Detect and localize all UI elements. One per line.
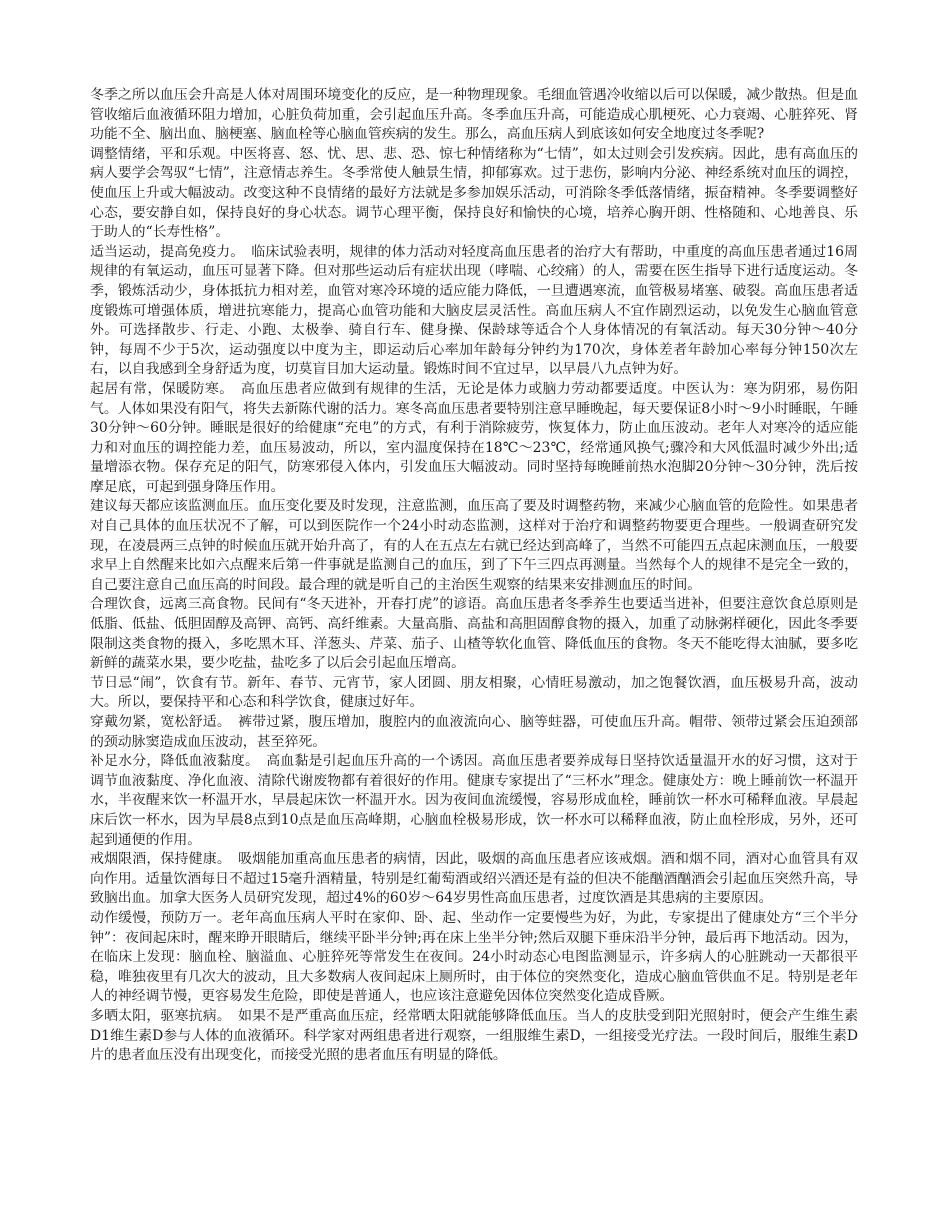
paragraph-movement: 动作缓慢，预防万一。老年高血压病人平时在家仰、卧、起、坐动作一定要慢些为好，为此，专家提出了健康处方“三个半分钟”：夜间起床时，醒来睁开眼睛后，继续平卧半分钟;再在床上坐半分钟;然后双腿下垂床沿半分钟，最后再下地活动。因为，在临床上发现：脑血栓、脑溢血、心脏猝死等常发生在夜间。24小时动态心电图监测显示，许多病人的心脏跳动一天都很平稳，唯独夜里有几次大的波动，且大多数病人夜间起床上厕所时，由于体位的突然变化，造成心脑血管供血不足。特别是老年人的神经调节慢，更容易发生危险，即使是普通人，也应该注意避免因体位突然变化造成昏厥。 <box>90 909 858 1005</box>
paragraph-clothing: 穿戴勿紧，宽松舒适。 裤带过紧，腹压增加，腹腔内的血液流向心、脑等蛀器，可使血压升高。帽带、领带过紧会压迫颈部的颈动脉窦造成血压波动，甚至猝死。 <box>90 714 858 750</box>
paragraph-routine: 起居有常，保暖防寒。 高血压患者应做到有规律的生活，无论是体力或脑力劳动都要适度。中医认为：寒为阴邪，易伤阳气。人体如果没有阳气，将失去新陈代谢的活力。寒冬高血压患者要特别注意早睡晚起，每天要保证8小时～9小时睡眠，午睡30分钟～60分钟。睡眠是很好的给健康“充电”的方式，有利于消除疲劳，恢复体力，防止血压波动。老年人对寒冷的适应能力和对血压的调控能力差，血压易波动，所以，室内温度保持在18℃～23℃，经常通风换气;骤冷和大风低温时减少外出;适量增添衣物。保存充足的阳气，防寒邪侵入体内，引发血压大幅波动。同时坚持每晚睡前热水泡脚20分钟～30分钟，洗后按摩足底，可起到强身降压作用。 <box>90 380 858 495</box>
paragraph-exercise: 适当运动，提高免疫力。 临床试验表明，规律的体力活动对轻度高血压患者的治疗大有帮助，中重度的高血压患者通过16周规律的有氧运动，血压可显著下降。但对那些运动后有症状出现（哮喘、心绞痛）的人，需要在医生指导下进行适度运动。冬季，锻炼活动少，身体抵抗力相对差，血管对寒冷环境的适应能力降低，一旦遭遇寒流，血管极易堵塞、破裂。高血压患者适度锻炼可增强体质，增进抗寒能力，提高心血管功能和大脑皮层灵活性。高血压病人不宜作剧烈运动，以免发生心脑血管意外。可选择散步、行走、小跑、太极拳、骑自行车、健身操、保龄球等适合个人身体情况的有氧活动。每天30分钟～40分钟，每周不少于5次，运动强度以中度为主，即运动后心率加年龄每分钟约为170次，身体差者年龄加心率每分钟150次左右，以自我感到全身舒适为度，切莫盲目加大运动量。锻炼时间不宜过早，以早晨八九点钟为好。 <box>90 243 858 378</box>
paragraph-holiday: 节日忌“闹”，饮食有节。新年、春节、元宵节，家人团圆、朋友相聚，心情旺易激动，加之饱餐饮酒，血压极易升高，波动大。所以，要保持平和心态和科学饮食，健康过好年。 <box>90 674 858 711</box>
paragraph-intro: 冬季之所以血压会升高是人体对周围环境变化的反应，是一种物理现象。毛细血管遇冷收缩以后可以保暖，减少散热。但是血管收缩后血液循环阻力增加，心脏负荷加重，会引起血压升高。冬季血压升高，可能造成心肌梗死、心力衰竭、心脏猝死、肾功能不全、脑出血、脑梗塞、脑血栓等心脑血管疾病的发生。那么，高血压病人到底该如何安全地度过冬季呢? <box>90 87 858 143</box>
paragraph-sunlight: 多晒太阳，驱寒抗病。 如果不是严重高血压症，经常晒太阳就能够降低血压。当人的皮肤受到阳光照射时，便会产生维生素D1维生素D参与人体的血液循环。科学家对两组患者进行观察，一组服维生素D，一组接受光疗法。一段时间后，服维生素D片的患者血压没有出现变化，而接受光照的患者血压有明显的降低。 <box>90 1007 858 1064</box>
paragraph-monitoring: 建议每天都应该监测血压。血压变化要及时发现，注意监测，血压高了要及时调整药物，来减少心脑血管的危险性。如果患者对自己具体的血压状况不了解，可以到医院作一个24小时动态监测，这样对于治疗和调整药物要更合理些。一般调查研究发现，在凌晨两三点钟的时候血压就开始升高了，有的人在五点左右就已经达到高峰了，当然不可能四五点起床测血压，一般要求早上自然醒来比如六点醒来后第一件事就是监测自己的血压，到了下午三四点再测量。当然每个人的规律不是完全一致的，自己要注意自己血压高的时间段。最合理的就是听自己的主治医生观察的结果来安排测血压的时间。 <box>90 498 858 593</box>
paragraph-emotion: 调整情绪，平和乐观。中医将喜、怒、忧、思、悲、恐、惊七种情绪称为“七情”，如太过则会引发疾病。因此，患有高血压的病人要学会驾驭“七情”，注意情志养生。冬季常使人触景生情，抑郁寡欢。过于悲伤，影响内分泌、神经系统对血压的调控，使血压上升或大幅波动。改变这种不良情绪的最好方法就是多参加娱乐活动，可消除冬季低落情绪，振奋精神。冬季要调整好心态，要安静自如，保持良好的身心状态。调节心理平衡，保持良好和愉快的心境，培养心胸开朗、性格随和、心地善良、乐于助人的“长寿性格”。 <box>90 145 858 241</box>
paragraph-diet: 合理饮食，远离三高食物。民间有“冬天进补，开春打虎”的谚语。高血压患者冬季养生也要适当进补，但要注意饮食总原则是低脂、低盐、低胆固醇及高钾、高钙、高纤维素。大量高脂、高盐和高胆固醇食物的摄入，加重了动脉粥样硬化，因此冬季要限制这类食物的摄入，多吃黑木耳、洋葱头、芹菜、茄子、山楂等软化血管、降低血压的食物。冬天不能吃得太油腻，要多吃新鲜的蔬菜水果，要少吃盐，盐吃多了以后会引起血压增高。 <box>90 596 858 672</box>
paragraph-water: 补足水分，降低血液黏度。 高血黏是引起血压升高的一个诱因。高血压患者要养成每日坚持饮适量温开水的好习惯，这对于调节血液黏度、净化血液、清除代谢废物都有着很好的作用。健康专家提出了“三杯水”理念。健康处方：晚上睡前饮一杯温开水，半夜醒来饮一杯温开水，早晨起床饮一杯温开水。因为夜间血流缓慢，容易形成血栓，睡前饮一杯水可稀释血液。早晨起床后饮一杯水，因为早晨8点到10点是血压高峰期，心脑血栓极易形成，饮一杯水可以稀释血液，防止血栓形成，另外，还可起到通便的作用。 <box>90 753 858 848</box>
paragraph-smoking: 戒烟限酒，保持健康。 吸烟能加重高血压患者的病情，因此，吸烟的高血压患者应该戒烟。酒和烟不同，酒对心血管具有双向作用。适量饮酒每日不超过15毫升酒精量，特别是红葡萄酒或绍兴酒还是有益的但决不能酗酒酗酒会引起血压突然升高，导致脑出血。加拿大医务人员研究发现，超过4%的60岁～64岁男性高血压患者，过度饮酒是其患病的主要原因。 <box>90 851 858 907</box>
document-body <box>90 86 858 1066</box>
